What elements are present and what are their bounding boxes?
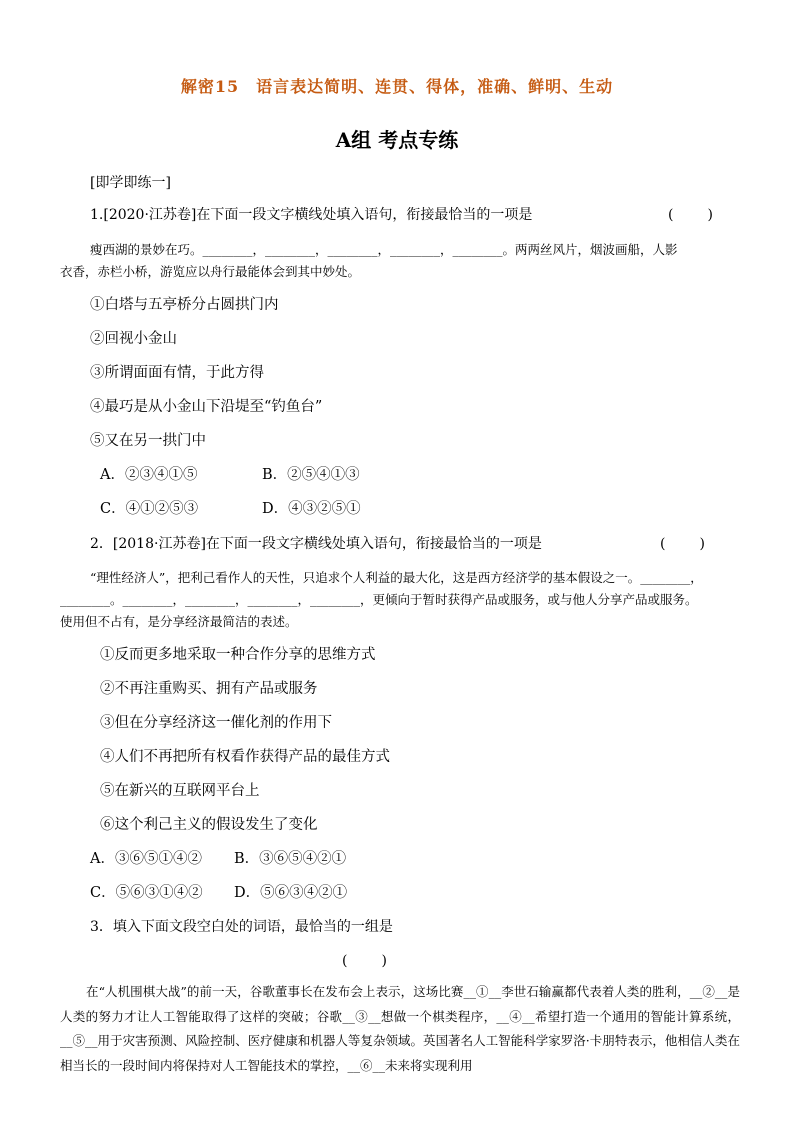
group-title: A组 考点专练 (335, 128, 459, 152)
q2-stem: 2．[2018·江苏卷]在下面一段文字横线处填入语句，衔接最恰当的一项是 (90, 536, 542, 552)
q1-item: ③所谓面面有情，于此方得 (90, 365, 264, 381)
q2-option-d: D．⑤⑥③④②① (234, 885, 348, 901)
q2-item: ②不再注重购买、拥有产品或服务 (100, 681, 318, 697)
q1-passage-line: 瘦西湖的景妙在巧。________，________，________，________，________。两两丝风片，烟波画船，人影 (90, 242, 678, 257)
q1-item: ①白塔与五亭桥分占圆拱门内 (90, 297, 279, 313)
q2-passage-line: 使用但不占有，是分享经济最简洁的表述。 (60, 614, 298, 629)
q2-item: ④人们不再把所有权看作获得产品的最佳方式 (100, 749, 390, 765)
unit-title: 解密15 语言表达简明、连贯、得体，准确、鲜明、生动 (180, 77, 614, 96)
q2-item: ③但在分享经济这一催化剂的作用下 (100, 715, 332, 731)
q1-passage-line: 衣香，赤栏小桥，游览应以舟行最能体会到其中妙处。 (60, 264, 361, 279)
q1-item: ④最巧是从小金山下沿堤至“钓鱼台” (90, 399, 323, 415)
q1-option-b: B．②⑤④①③ (262, 467, 360, 483)
q3-passage: 在“人机围棋大战”的前一天，谷歌董事长在发布会上表示，这场比赛__①__李世石输赢都代表着人类的胜利，__②__是人类的努力才让人工智能取得了这样的突破；谷歌__③__想做一个棋类程序，__④__希望打造一个通用的智能计算系统，__⑤__用于灾害预测、风险控制、医疗健康和机器人等复杂领域。英国著名人工智能科学家罗洛·卡朋特表示，他相信人类在相当长的一段时间内将保持对人工智能技术的掌控，__⑥__未来将实现利用 (60, 984, 740, 1073)
q1-option-d: D．④③②⑤① (262, 501, 361, 517)
q1-option-c: C．④①②⑤③ (100, 501, 199, 517)
q3-answer-paren: ( ) (342, 953, 397, 969)
practice-label: [即学即练一] (90, 175, 171, 191)
q2-item: ⑤在新兴的互联网平台上 (100, 783, 260, 799)
q1-option-a: A．②③④①⑤ (100, 467, 198, 483)
q2-passage-line: “理性经济人”，把利己看作人的天性，只追求个人利益的最大化，这是西方经济学的基本假设之一。________， (90, 570, 703, 585)
q2-passage-line: ________。________，________，________，________，更倾向于暂时获得产品或服务，或与他人分享产品或服务。 (60, 592, 698, 607)
q3-stem: 3．填入下面文段空白处的词语，最恰当的一组是 (90, 919, 393, 935)
q2-answer-paren: ( ) (660, 536, 715, 552)
q2-option-b: B．③⑥⑤④②① (234, 851, 347, 867)
q2-item: ⑥这个利己主义的假设发生了变化 (100, 817, 318, 833)
q1-item: ②回视小金山 (90, 331, 177, 347)
q1-answer-paren: ( ) (668, 207, 723, 223)
q1-stem: 1.[2020·江苏卷]在下面一段文字横线处填入语句，衔接最恰当的一项是 (90, 207, 533, 223)
q2-option-c: C．⑤⑥③①④② (90, 885, 203, 901)
q2-item: ①反而更多地采取一种合作分享的思维方式 (100, 647, 376, 663)
q2-option-a: A．③⑥⑤①④② (90, 851, 202, 867)
q1-item: ⑤又在另一拱门中 (90, 433, 206, 449)
